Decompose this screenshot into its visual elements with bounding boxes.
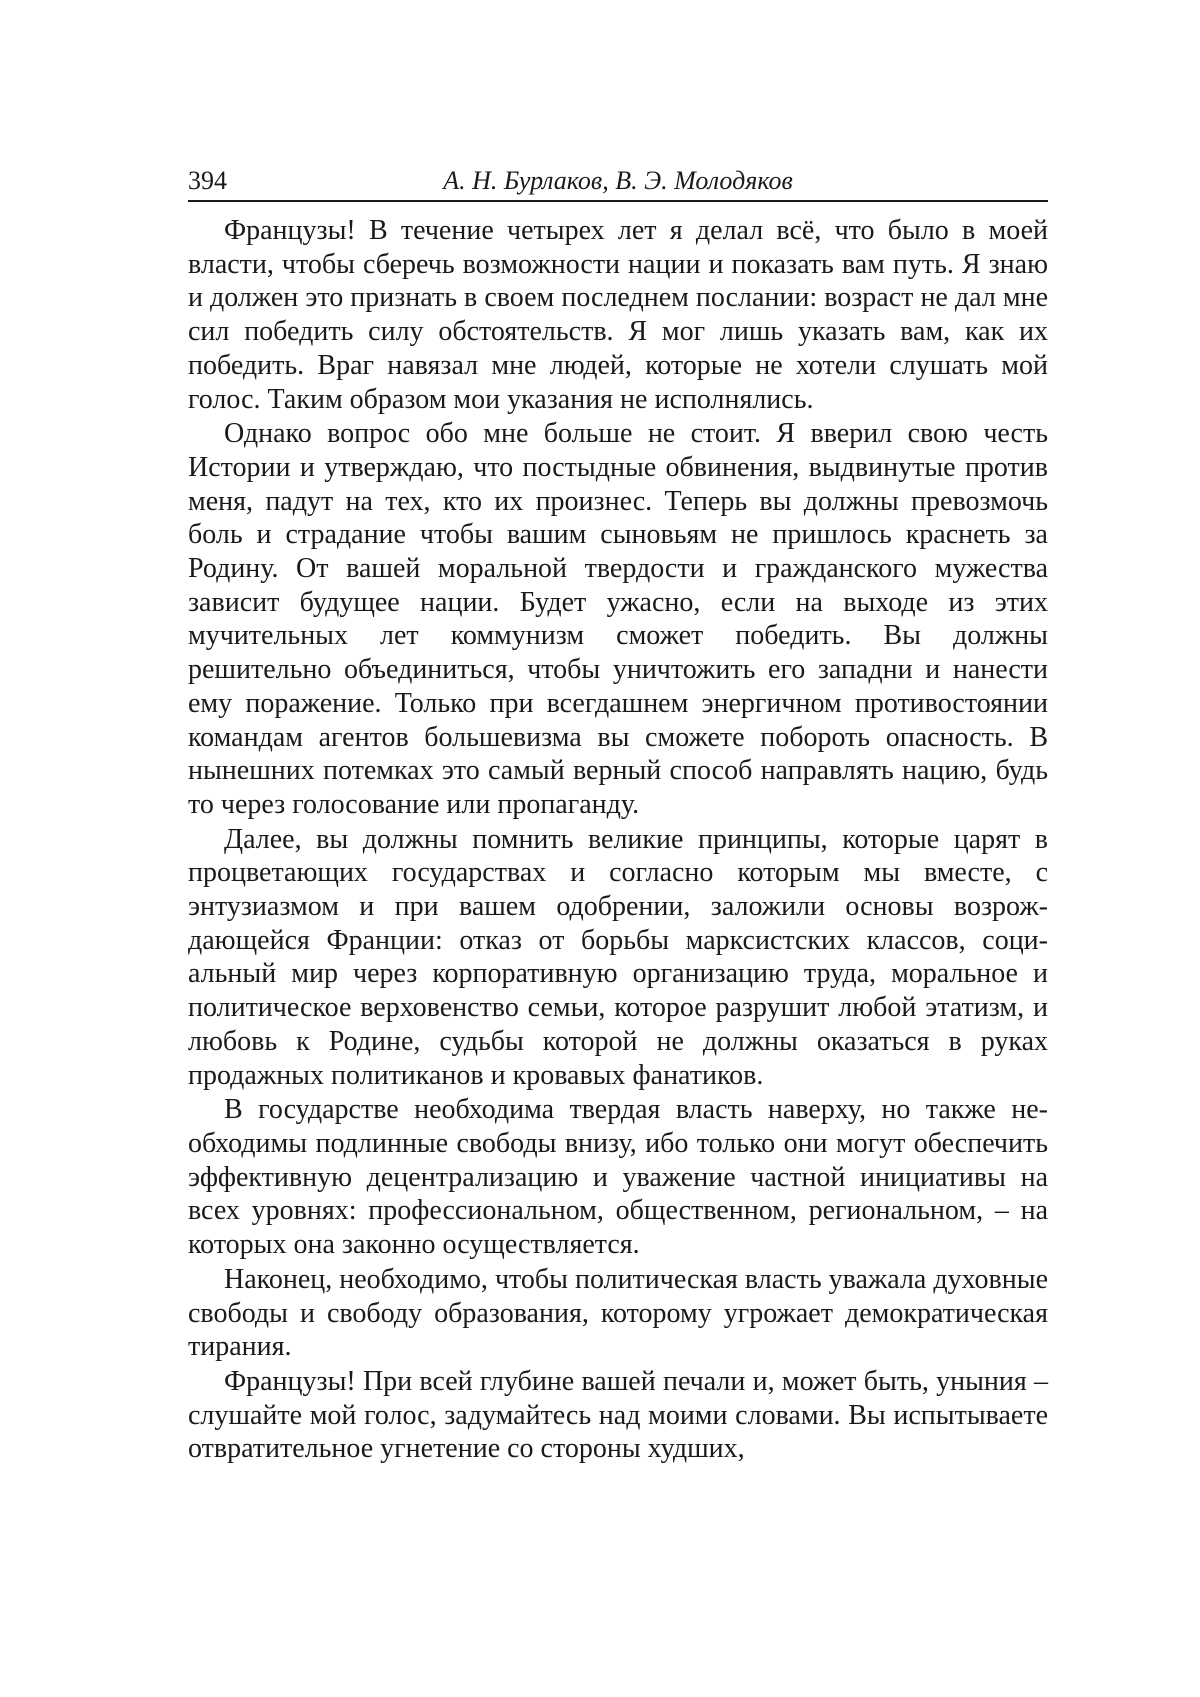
running-header [188, 160, 1048, 202]
page-number: 394 [188, 166, 227, 195]
paragraph: Далее, вы должны помнить великие принципы, которые царят в процветающих государствах и согласно которым мы вместе, с энтузиазмом и при вашем одобрении, заложили основы возрождающейся Франции: отказ от борьбы марксистских классов, социальный мир через корпоративную организацию труда, моральное и политическое верховенство семьи, которое разрушит любой этатизм, и любовь к Родине, судьбы которой не должны оказаться в руках продажных политиканов и кровавых фанатиков. [188, 823, 1048, 1091]
paragraph: Однако вопрос обо мне больше не стоит. Я вверил свою честь Истории и утверждаю, что постыдные обвинения, выдвинутые против меня, падут на тех, кто их произнес. Теперь вы должны превозмочь боль и страдание чтобы вашим сыновьям не пришлось краснеть за Родину. От вашей моральной твердости и гражданского мужества зависит будущее нации. Будет ужасно, если на выходе из этих мучительных лет коммунизм сможет победить. Вы должны решительно объединиться, чтобы уничтожить его западни и нанести ему поражение. Только при всегдашнем энергичном противостоянии командам агентов большевизма вы сможете побороть опасность. В нынешних потемках это самый верный способ направлять нацию, будь то через голосование или пропаганду. [188, 418, 1048, 820]
paragraph: Французы! В течение четырех лет я делал всё, что было в моей власти, чтобы сберечь возможности нации и показать вам путь. Я знаю и должен это признать в своем последнем послании: возраст не дал мне сил победить силу обстоятельств. Я мог лишь указать вам, как их победить. Враг навязал мне людей, которые не хотели слушать мой голос. Таким образом мои указания не исполнялись. [188, 215, 1048, 415]
paragraph: Французы! При всей глубине вашей печали и, может быть, уныния – слушайте мой голос, задумайтесь над моими словами. Вы испытываете отвратительное угнетение со стороны худших, [188, 1365, 1048, 1465]
paragraph: Наконец, необходимо, чтобы политическая власть уважала духовные свободы и свободу образования, которому угрожает демократическая тирания. [188, 1263, 1048, 1363]
paragraph: В государстве необходима твердая власть наверху, но также необходимы подлинные свободы внизу, ибо только они могут обеспечить эффективную децентрализацию и уважение частной инициативы на всех уровнях: профессиональном, общественном, региональном, – на которых она законно осуществляется. [188, 1094, 1048, 1261]
body-text [188, 214, 1048, 1466]
book-page [188, 160, 1048, 1466]
running-title: А. Н. Бурлаков, В. Э. Молодяков [443, 166, 793, 195]
